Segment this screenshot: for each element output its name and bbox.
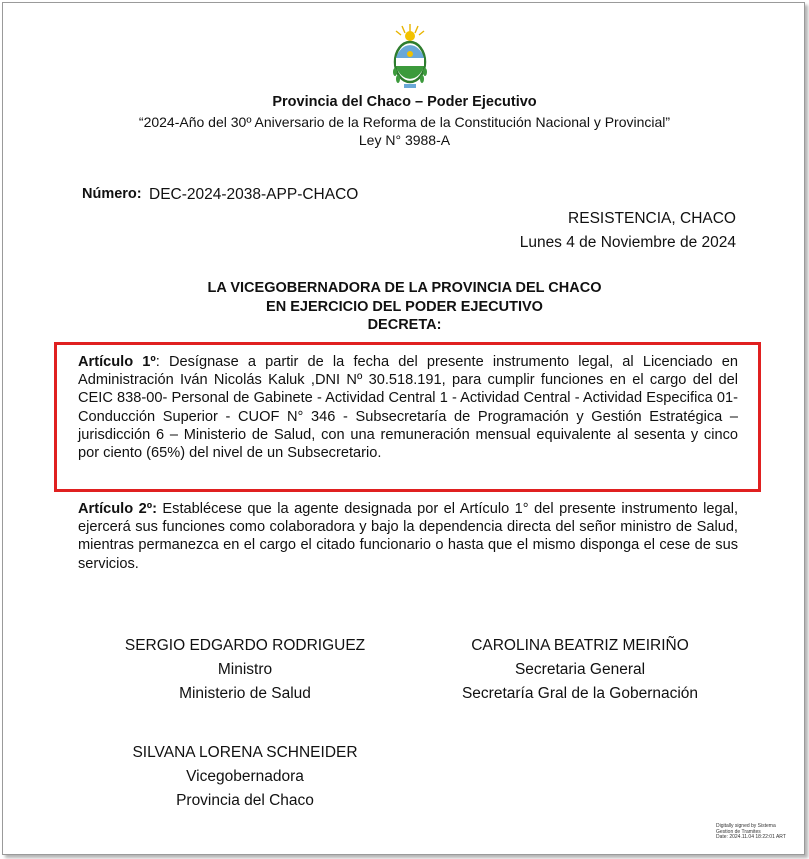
signature-block-secretary — [430, 634, 730, 706]
signature-office: Ministerio de Salud — [179, 685, 311, 702]
article-2-text: Establécese que la agente designada por el Artículo 1° del presente instrumento legal, ejercerá sus funciones como colaboradora y bajo la dependencia directa del señor ministro de Salud, mientras permanezca en el cargo el citado funcionario o hasta que el mismo disponga el cese de sus servicios. — [78, 501, 738, 572]
signature-office: Provincia del Chaco — [176, 792, 314, 809]
date-line: Lunes 4 de Noviembre de 2024 — [519, 234, 736, 251]
signature-role: Secretaria General — [514, 661, 646, 678]
number-value: DEC-2024-2038-APP-CHACO — [149, 186, 359, 203]
signature-name: SILVANA LORENA SCHNEIDER — [132, 744, 358, 761]
coat-of-arms-icon — [390, 22, 430, 92]
signature-name: CAROLINA BEATRIZ MEIRIÑO — [471, 637, 689, 654]
declaration-line-3: DECRETA: — [367, 317, 442, 333]
signature-block-vicegovernor — [90, 741, 400, 813]
article-2-label: Artículo 2º: — [78, 501, 157, 517]
header-title: Provincia del Chaco – Poder Ejecutivo — [272, 94, 537, 110]
signature-block-minister — [90, 634, 400, 706]
article-2 — [78, 500, 738, 573]
header-law: Ley N° 3988-A — [358, 132, 451, 148]
stamp-line-1: Digitally signed by Sistema — [716, 823, 776, 829]
stamp-line-2: Gestion de Tramites — [716, 828, 761, 835]
signature-role: Vicegobernadora — [186, 768, 304, 785]
city-line: RESISTENCIA, CHACO — [568, 210, 736, 227]
stamp-line-3: Date: 2024.11.04 18:22:01 ART — [716, 834, 786, 840]
signature-role: Ministro — [217, 661, 273, 678]
declaration-line-1: LA VICEGOBERNADORA DE LA PROVINCIA DEL CHACO — [207, 280, 602, 296]
article-1-label: Artículo 1º — [78, 354, 156, 370]
number-label: Número: — [82, 186, 142, 202]
article-1-text: : Desígnase a partir de la fecha del presente instrumento legal, al Licenciado en Administración Iván Nicolás Kaluk ,DNI Nº 30.518.191, para cumplir funciones en el cargo del del CEIC 838-00- Personal de Gabinete - Actividad Central 1 - Actividad Central - Actividad Especifica 01- Conducción Superior - CUOF N° 346 - Subsecretaría de Programación y Gestión Estratégica – jurisdicción 6 – Ministerio de Salud, con una remuneración mensual equivalente al sesenta y cinco por ciento (65%) del nivel de un Subsecretario. — [78, 354, 738, 462]
article-1 — [78, 353, 738, 462]
declaration-line-2: EN EJERCICIO DEL PODER EJECUTIVO — [266, 299, 543, 315]
digital-signature-stamp — [716, 824, 796, 841]
signature-name: SERGIO EDGARDO RODRIGUEZ — [124, 637, 366, 654]
header-motto: “2024-Año del 30º Aniversario de la Reforma de la Constitución Nacional y Provincial” — [138, 114, 671, 130]
signature-office: Secretaría Gral de la Gobernación — [461, 685, 699, 702]
